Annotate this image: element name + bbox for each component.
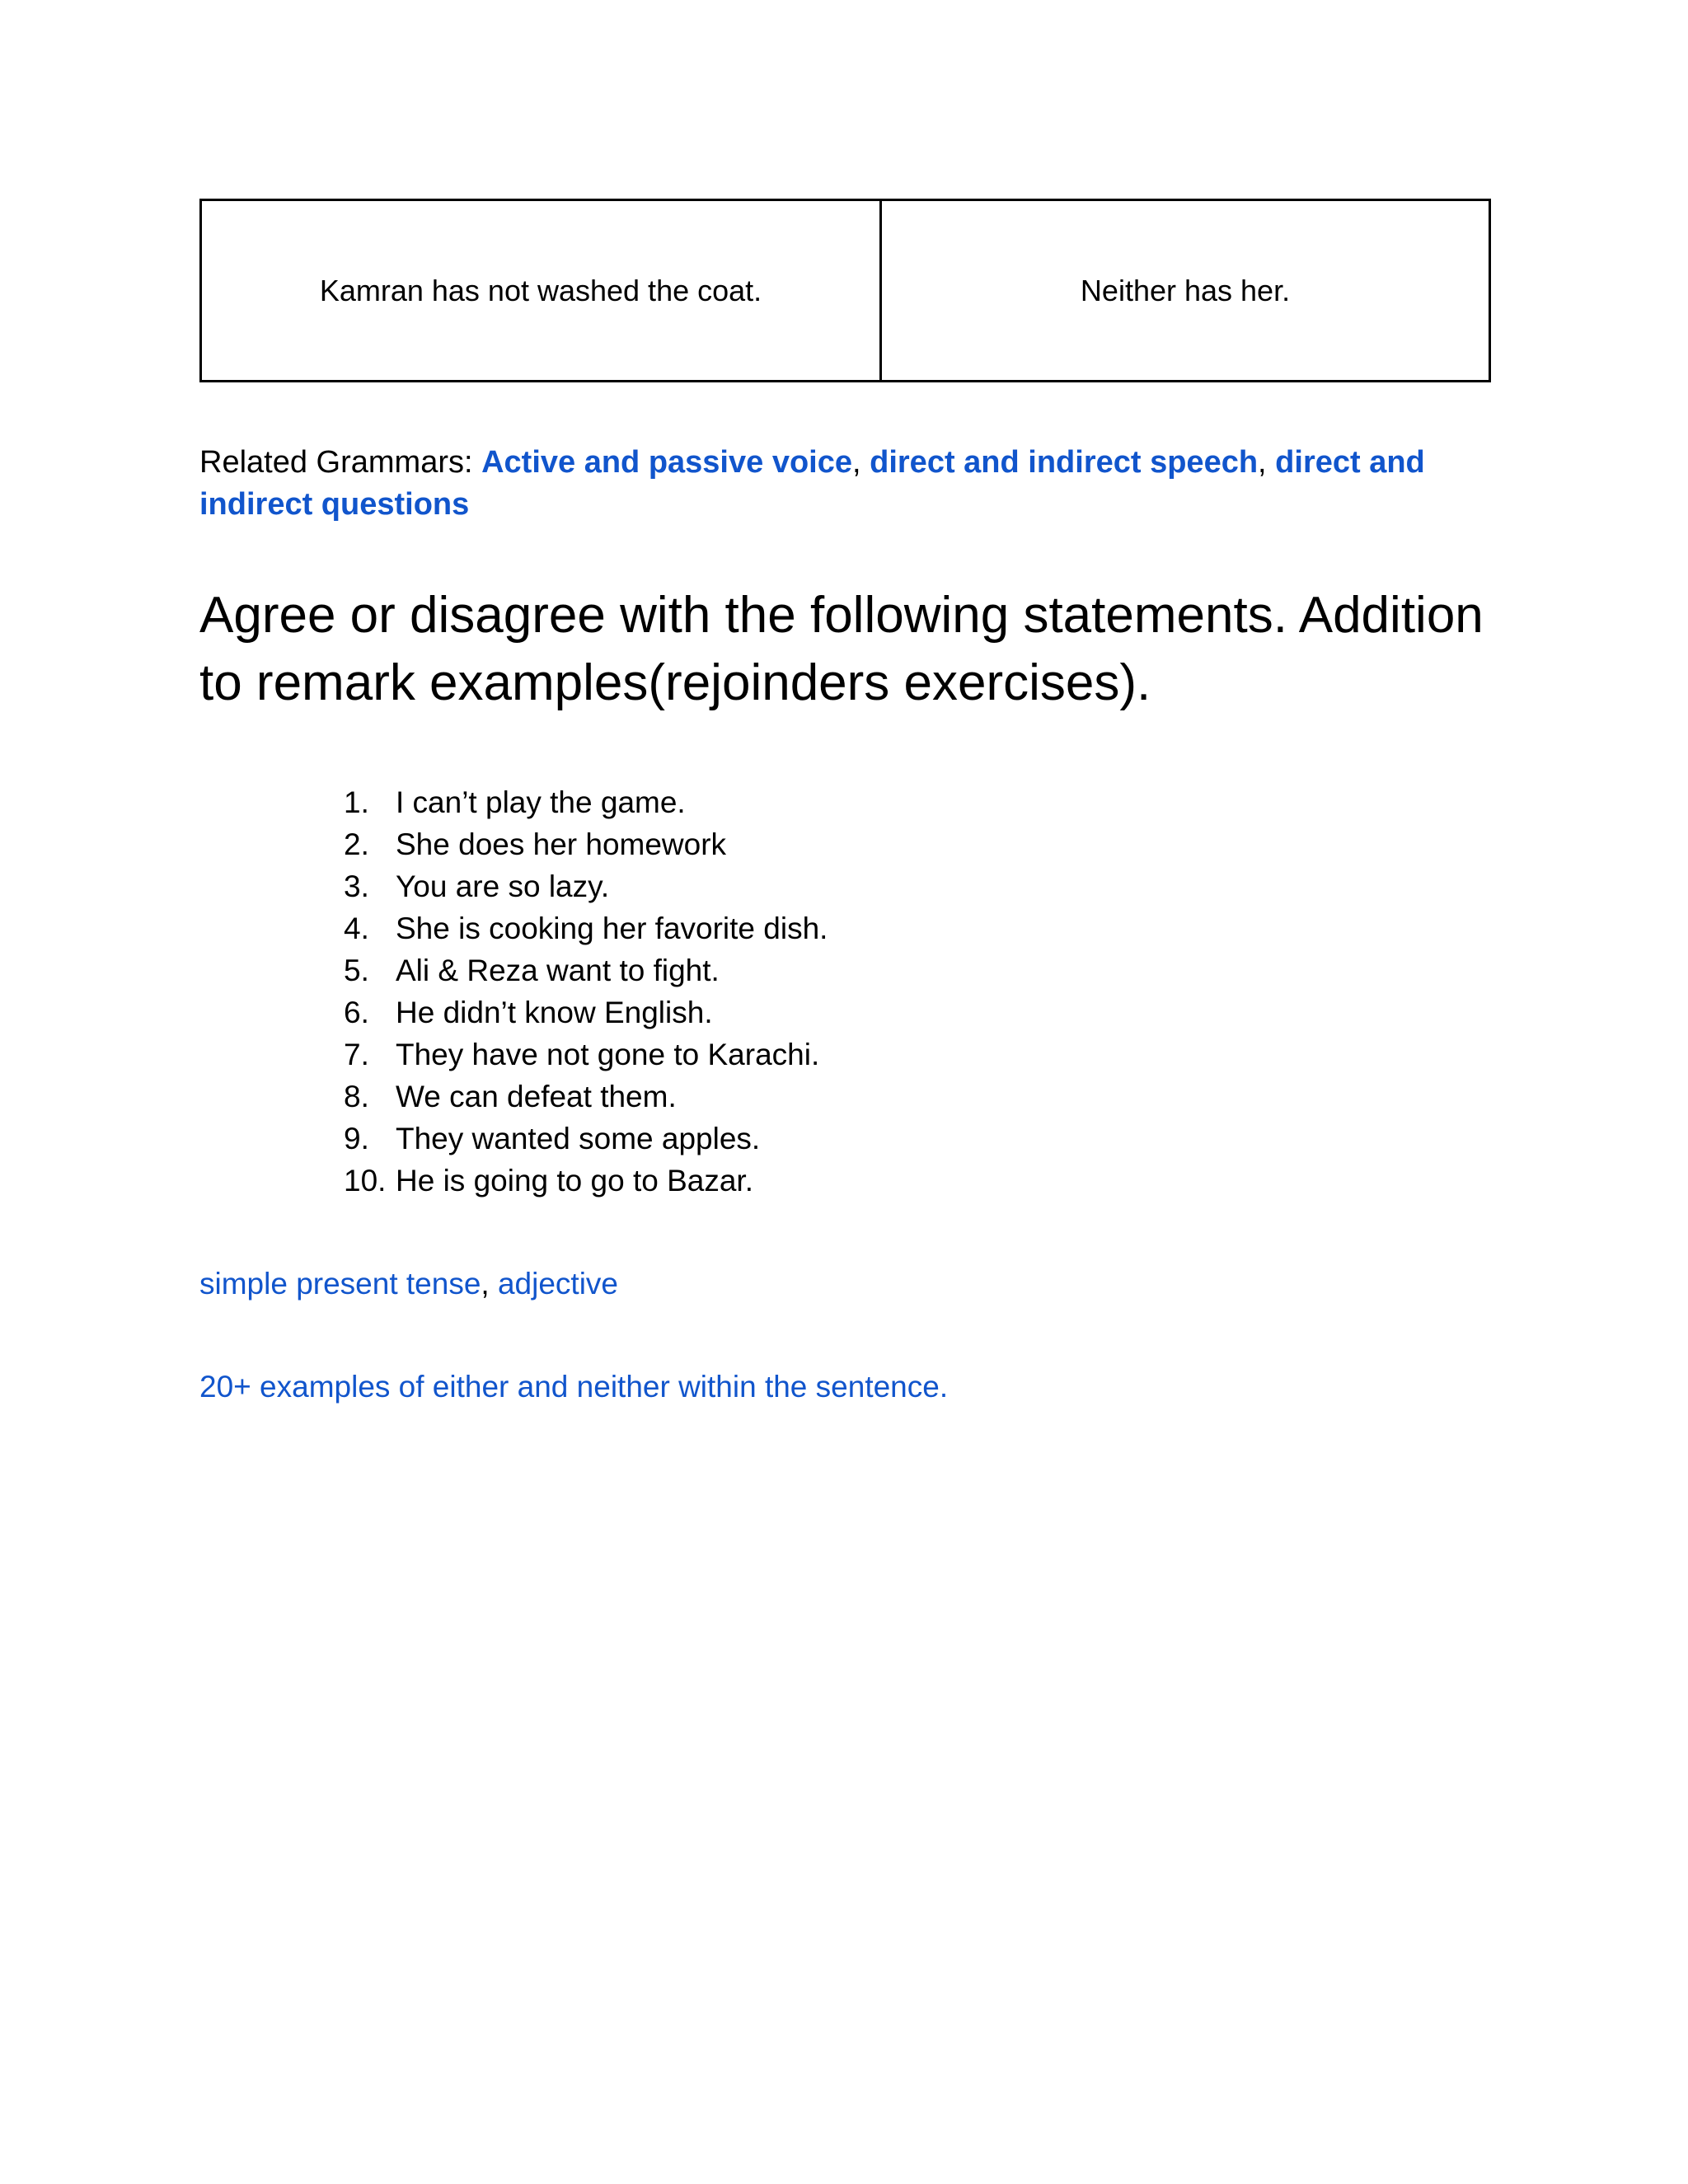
list-item xyxy=(330,823,828,865)
list-item-text: We can defeat them. xyxy=(396,1080,677,1113)
list-item-text: She does her homework xyxy=(396,827,727,861)
related-grammars-label: Related Grammars: xyxy=(199,445,482,480)
list-item-text: Ali & Reza want to fight. xyxy=(396,954,720,987)
link-direct-indirect-questions[interactable]: direct and indirect questions xyxy=(199,445,1425,522)
examples-link-container xyxy=(199,1366,948,1408)
list-item-number: 10. xyxy=(344,1164,387,1197)
related-grammars xyxy=(199,442,1502,526)
table-row xyxy=(201,200,1490,382)
link-active-passive-voice[interactable]: Active and passive voice xyxy=(481,445,852,480)
table-cell-rejoinder: Neither has her. xyxy=(881,200,1490,382)
list-item-number: 3. xyxy=(344,869,369,903)
link-either-neither-examples[interactable]: 20+ examples of either and neither within the sentence. xyxy=(199,1370,949,1404)
list-item-number: 2. xyxy=(344,827,369,861)
list-item-text: He didn’t know English. xyxy=(396,996,713,1029)
list-item-text: You are so lazy. xyxy=(396,869,610,903)
topic-links xyxy=(199,1263,618,1305)
list-item-text: He is going to go to Bazar. xyxy=(396,1164,753,1197)
list-item xyxy=(330,949,828,991)
list-item-number: 1. xyxy=(344,785,369,819)
list-item xyxy=(330,1076,828,1118)
table-cell-statement: Kamran has not washed the coat. xyxy=(201,200,881,382)
list-item-number: 9. xyxy=(344,1122,369,1155)
list-item-text: They wanted some apples. xyxy=(396,1122,761,1155)
list-item xyxy=(330,781,828,823)
link-simple-present-tense[interactable]: simple present tense xyxy=(199,1267,481,1301)
list-item xyxy=(330,1118,828,1160)
list-item xyxy=(330,1160,828,1202)
list-item xyxy=(330,865,828,907)
separator: , xyxy=(1258,445,1276,480)
list-item-number: 6. xyxy=(344,996,369,1029)
section-heading: Agree or disagree with the following statements. Addition to remark examples(rejoinders exercises). xyxy=(199,587,1484,711)
list-item-number: 8. xyxy=(344,1080,369,1113)
example-table xyxy=(199,199,1491,382)
list-item xyxy=(330,1033,828,1076)
separator: , xyxy=(852,445,870,480)
list-item xyxy=(330,907,828,949)
list-item-text: They have not gone to Karachi. xyxy=(396,1038,820,1071)
link-direct-indirect-speech[interactable]: direct and indirect speech xyxy=(870,445,1259,480)
list-item-text: I can’t play the game. xyxy=(396,785,686,819)
separator: , xyxy=(481,1267,498,1301)
list-item-number: 4. xyxy=(344,912,369,945)
list-item xyxy=(330,991,828,1033)
link-adjective[interactable]: adjective xyxy=(497,1267,618,1301)
list-item-text: She is cooking her favorite dish. xyxy=(396,912,828,945)
list-item-number: 5. xyxy=(344,954,369,987)
list-item-number: 7. xyxy=(344,1038,369,1071)
exercise-list xyxy=(330,781,828,1202)
